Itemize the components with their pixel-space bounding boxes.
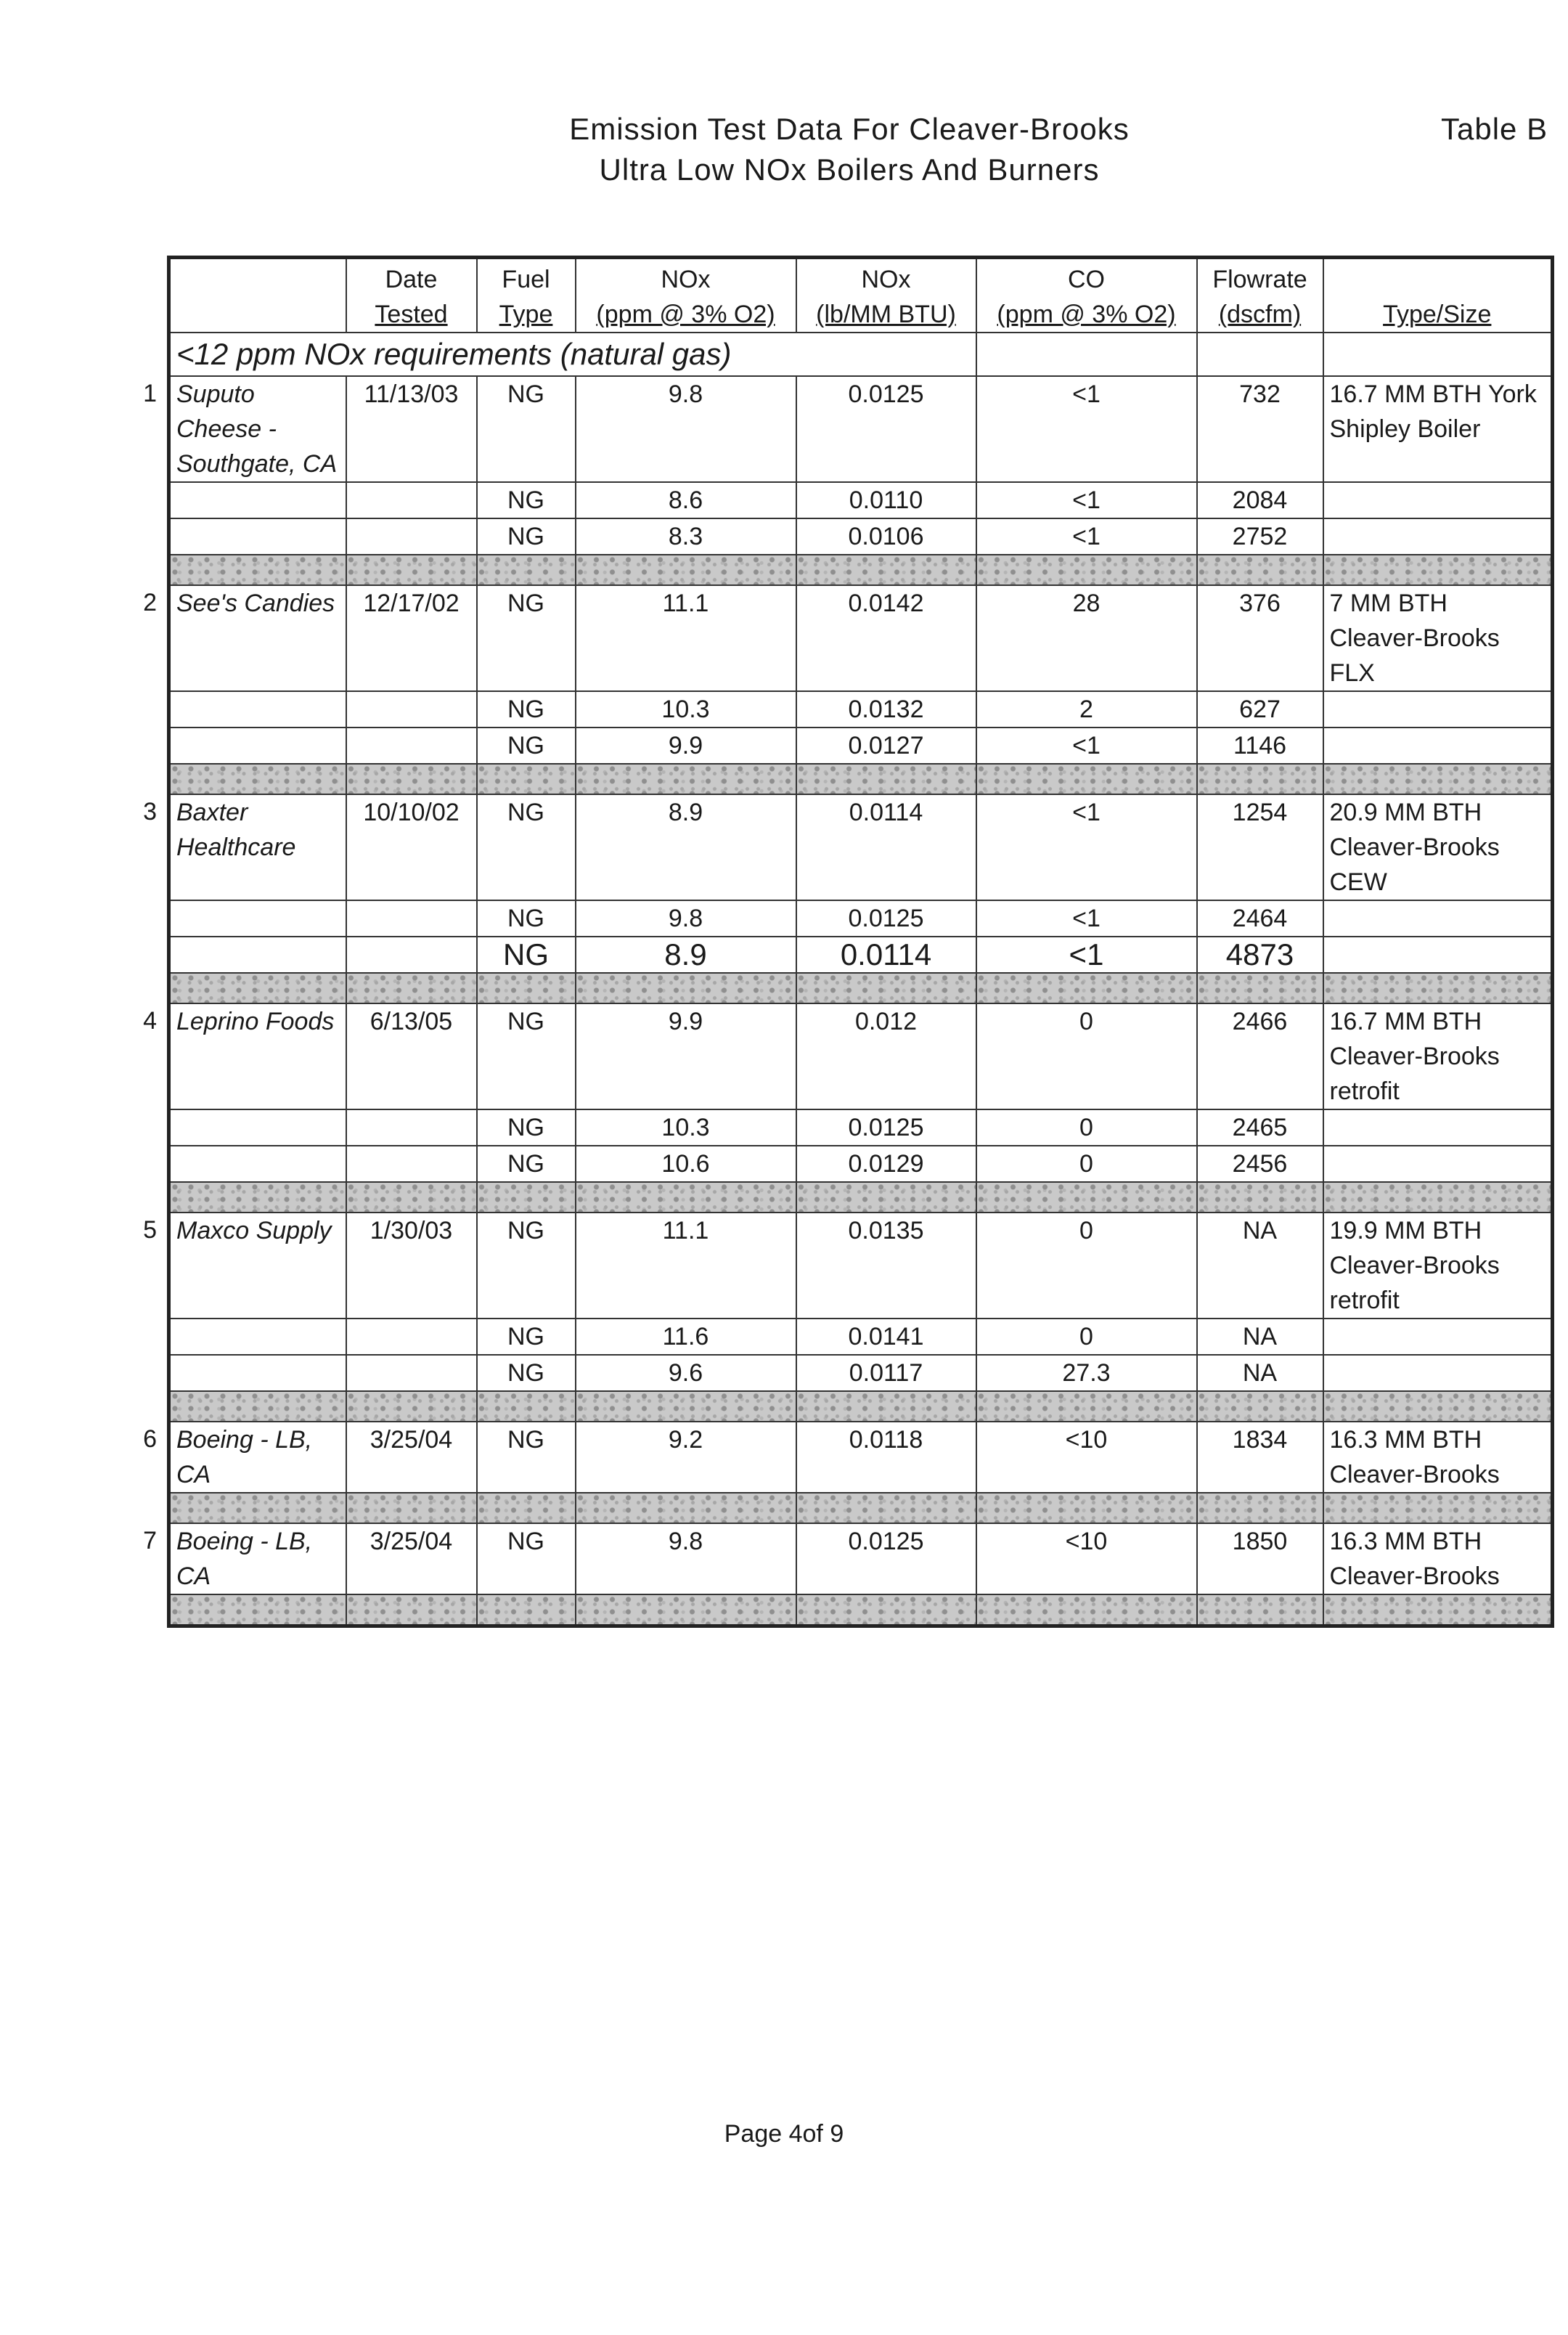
separator-cell <box>346 1391 477 1422</box>
nox-lb: 0.0118 <box>796 1422 976 1493</box>
nox-lb: 0.0114 <box>796 937 976 973</box>
co-ppm: 2 <box>976 691 1197 728</box>
separator-cell <box>1197 973 1323 1003</box>
empty-cell <box>169 1146 346 1182</box>
company-name: Baxter Healthcare <box>169 794 346 900</box>
document-title <box>407 109 1292 190</box>
flowrate: NA <box>1197 1213 1323 1319</box>
flowrate: 1146 <box>1197 728 1323 764</box>
co-ppm: <1 <box>976 794 1197 900</box>
nox-lb: 0.0129 <box>796 1146 976 1182</box>
test-row <box>169 482 1553 518</box>
date-tested: 12/17/02 <box>346 585 477 691</box>
separator-cell <box>976 1594 1197 1626</box>
company-name: Suputo Cheese - Southgate, CA <box>169 376 346 482</box>
separator-cell <box>976 973 1197 1003</box>
co-ppm: <1 <box>976 728 1197 764</box>
separator-cell <box>796 973 976 1003</box>
empty-cell <box>169 1355 346 1391</box>
separator-cell <box>346 1182 477 1213</box>
header-cell-type-size: Type/Size <box>1323 258 1553 333</box>
flowrate: 1834 <box>1197 1422 1323 1493</box>
empty-cell <box>1323 728 1553 764</box>
header-cell-flowrate: Flowrate (dscfm) <box>1197 258 1323 333</box>
separator-cell <box>1197 764 1323 794</box>
entry-row <box>169 1213 1553 1319</box>
separator-cell <box>169 1391 346 1422</box>
entry-number: 2 <box>143 589 157 616</box>
separator-row <box>169 1182 1553 1213</box>
fuel-type: NG <box>477 794 576 900</box>
separator-cell <box>346 1493 477 1523</box>
date-tested: 1/30/03 <box>346 1213 477 1319</box>
page-number: Page 4of 9 <box>724 2120 844 2148</box>
nox-lb: 0.0117 <box>796 1355 976 1391</box>
nox-lb: 0.0142 <box>796 585 976 691</box>
separator-cell <box>576 1182 796 1213</box>
nox-lb: 0.0135 <box>796 1213 976 1319</box>
flowrate: 1850 <box>1197 1523 1323 1594</box>
separator-cell <box>796 1182 976 1213</box>
separator-cell <box>1323 973 1553 1003</box>
empty-cell <box>169 691 346 728</box>
separator-cell <box>976 1391 1197 1422</box>
co-ppm: 0 <box>976 1109 1197 1146</box>
type-size: 7 MM BTH Cleaver-Brooks FLX <box>1323 585 1553 691</box>
nox-ppm: 8.9 <box>576 794 796 900</box>
nox-ppm: 8.3 <box>576 518 796 555</box>
entry-number: 1 <box>143 380 157 407</box>
nox-ppm: 11.1 <box>576 1213 796 1319</box>
nox-ppm: 9.8 <box>576 1523 796 1594</box>
entry-number: 6 <box>143 1425 157 1453</box>
separator-cell <box>976 764 1197 794</box>
nox-ppm: 10.3 <box>576 691 796 728</box>
fuel-type: NG <box>477 937 576 973</box>
separator-cell <box>477 1391 576 1422</box>
separator-cell <box>1323 764 1553 794</box>
nox-lb: 0.0127 <box>796 728 976 764</box>
nox-ppm: 9.2 <box>576 1422 796 1493</box>
fuel-type: NG <box>477 1355 576 1391</box>
flowrate: 2464 <box>1197 900 1323 937</box>
header-cell-fuel: Fuel Type <box>477 258 576 333</box>
nox-ppm: 8.6 <box>576 482 796 518</box>
flowrate: NA <box>1197 1319 1323 1355</box>
type-size: 19.9 MM BTH Cleaver-Brooks retrofit <box>1323 1213 1553 1319</box>
test-row <box>169 1355 1553 1391</box>
nox-lb: 0.0132 <box>796 691 976 728</box>
separator-row <box>169 764 1553 794</box>
entry-row <box>169 1523 1553 1594</box>
flowrate: 627 <box>1197 691 1323 728</box>
entry-row <box>169 376 1553 482</box>
separator-cell <box>1323 1493 1553 1523</box>
separator-cell <box>796 1594 976 1626</box>
entry-row <box>169 585 1553 691</box>
nox-lb: 0.0114 <box>796 794 976 900</box>
separator-cell <box>1323 1594 1553 1626</box>
nox-ppm: 9.6 <box>576 1355 796 1391</box>
separator-cell <box>796 1391 976 1422</box>
empty-cell <box>346 1319 477 1355</box>
co-ppm: 27.3 <box>976 1355 1197 1391</box>
empty-cell <box>346 1109 477 1146</box>
separator-cell <box>1197 1391 1323 1422</box>
empty-cell <box>346 1355 477 1391</box>
separator-cell <box>1323 555 1553 585</box>
separator-cell <box>976 555 1197 585</box>
empty-cell <box>346 900 477 937</box>
separator-cell <box>169 764 346 794</box>
empty-cell <box>1323 691 1553 728</box>
section-heading-row <box>169 333 1553 376</box>
separator-cell <box>576 764 796 794</box>
empty-cell <box>169 1319 346 1355</box>
empty-cell <box>169 518 346 555</box>
nox-ppm: 11.1 <box>576 585 796 691</box>
test-row <box>169 1319 1553 1355</box>
company-name: Boeing - LB, CA <box>169 1523 346 1594</box>
entry-row <box>169 1422 1553 1493</box>
separator-row <box>169 1391 1553 1422</box>
fuel-type: NG <box>477 1523 576 1594</box>
empty-cell <box>1323 1146 1553 1182</box>
flowrate: 2084 <box>1197 482 1323 518</box>
fuel-type: NG <box>477 1319 576 1355</box>
co-ppm: 0 <box>976 1213 1197 1319</box>
empty-cell <box>1323 1355 1553 1391</box>
separator-cell <box>346 555 477 585</box>
company-name: Leprino Foods <box>169 1003 346 1109</box>
separator-cell <box>169 1182 346 1213</box>
empty-cell <box>346 1146 477 1182</box>
separator-row <box>169 1594 1553 1626</box>
entry-row <box>169 1003 1553 1109</box>
co-ppm: <1 <box>976 376 1197 482</box>
nox-ppm: 9.8 <box>576 376 796 482</box>
separator-row <box>169 1493 1553 1523</box>
date-tested: 3/25/04 <box>346 1523 477 1594</box>
type-size: 16.7 MM BTH York Shipley Boiler <box>1323 376 1553 482</box>
separator-cell <box>1323 1391 1553 1422</box>
header-row <box>169 258 1553 333</box>
fuel-type: NG <box>477 1146 576 1182</box>
co-ppm: 0 <box>976 1319 1197 1355</box>
test-row <box>169 937 1553 973</box>
separator-cell <box>346 1594 477 1626</box>
separator-cell <box>576 1493 796 1523</box>
co-ppm: <1 <box>976 482 1197 518</box>
separator-cell <box>346 764 477 794</box>
separator-cell <box>796 555 976 585</box>
header-cell-nox-ppm: NOx (ppm @ 3% O2) <box>576 258 796 333</box>
entry-number: 4 <box>143 1007 157 1035</box>
flowrate: 732 <box>1197 376 1323 482</box>
test-row <box>169 518 1553 555</box>
date-tested: 11/13/03 <box>346 376 477 482</box>
type-size: 16.3 MM BTH Cleaver-Brooks <box>1323 1523 1553 1594</box>
entry-row <box>169 794 1553 900</box>
separator-cell <box>169 1594 346 1626</box>
nox-lb: 0.012 <box>796 1003 976 1109</box>
co-ppm: <1 <box>976 900 1197 937</box>
separator-cell <box>1197 1594 1323 1626</box>
empty-cell <box>169 1109 346 1146</box>
empty-cell <box>1323 1109 1553 1146</box>
empty-cell <box>169 482 346 518</box>
separator-cell <box>477 555 576 585</box>
separator-cell <box>346 973 477 1003</box>
co-ppm: <1 <box>976 518 1197 555</box>
header-cell-nox-lb: NOx (lb/MM BTU) <box>796 258 976 333</box>
date-tested: 10/10/02 <box>346 794 477 900</box>
fuel-type: NG <box>477 900 576 937</box>
co-ppm: 28 <box>976 585 1197 691</box>
test-row <box>169 691 1553 728</box>
header-cell-company <box>169 258 346 333</box>
emission-data-table <box>167 256 1554 1628</box>
separator-cell <box>976 1182 1197 1213</box>
fuel-type: NG <box>477 518 576 555</box>
type-size: 20.9 MM BTH Cleaver-Brooks CEW <box>1323 794 1553 900</box>
empty-cell <box>169 937 346 973</box>
title-line-2: Ultra Low NOx Boilers And Burners <box>599 152 1100 187</box>
flowrate: 2752 <box>1197 518 1323 555</box>
nox-lb: 0.0141 <box>796 1319 976 1355</box>
table-label: Table B <box>1441 112 1548 146</box>
fuel-type: NG <box>477 1422 576 1493</box>
empty-cell <box>1323 937 1553 973</box>
entry-number: 3 <box>143 798 157 826</box>
separator-cell <box>169 555 346 585</box>
section-heading: <12 ppm NOx requirements (natural gas) <box>169 333 976 376</box>
company-name: Maxco Supply <box>169 1213 346 1319</box>
fuel-type: NG <box>477 376 576 482</box>
separator-cell <box>477 973 576 1003</box>
separator-cell <box>796 764 976 794</box>
test-row <box>169 1146 1553 1182</box>
separator-cell <box>477 1594 576 1626</box>
separator-cell <box>796 1493 976 1523</box>
date-tested: 3/25/04 <box>346 1422 477 1493</box>
nox-lb: 0.0125 <box>796 376 976 482</box>
fuel-type: NG <box>477 1109 576 1146</box>
empty-cell <box>1323 900 1553 937</box>
entry-number: 7 <box>143 1527 157 1554</box>
separator-cell <box>169 973 346 1003</box>
separator-cell <box>976 1493 1197 1523</box>
entry-number: 5 <box>143 1216 157 1244</box>
emission-table-wrapper <box>167 256 1554 1628</box>
nox-ppm: 9.9 <box>576 728 796 764</box>
company-name: Boeing - LB, CA <box>169 1422 346 1493</box>
nox-lb: 0.0125 <box>796 1523 976 1594</box>
type-size: 16.3 MM BTH Cleaver-Brooks <box>1323 1422 1553 1493</box>
test-row <box>169 728 1553 764</box>
empty-cell <box>1323 1319 1553 1355</box>
fuel-type: NG <box>477 482 576 518</box>
fuel-type: NG <box>477 1213 576 1319</box>
flowrate: NA <box>1197 1355 1323 1391</box>
nox-lb: 0.0125 <box>796 1109 976 1146</box>
co-ppm: <10 <box>976 1523 1197 1594</box>
flowrate: 376 <box>1197 585 1323 691</box>
fuel-type: NG <box>477 585 576 691</box>
fuel-type: NG <box>477 691 576 728</box>
co-ppm: <10 <box>976 1422 1197 1493</box>
nox-ppm: 9.9 <box>576 1003 796 1109</box>
separator-cell <box>1197 1182 1323 1213</box>
test-row <box>169 1109 1553 1146</box>
header-cell-date: Date Tested <box>346 258 477 333</box>
empty-cell <box>169 728 346 764</box>
separator-cell <box>1323 1182 1553 1213</box>
separator-cell <box>1197 1493 1323 1523</box>
separator-cell <box>1197 555 1323 585</box>
empty-cell <box>346 482 477 518</box>
flowrate: 2465 <box>1197 1109 1323 1146</box>
empty-cell <box>169 900 346 937</box>
empty-cell <box>346 691 477 728</box>
nox-ppm: 8.9 <box>576 937 796 973</box>
separator-cell <box>576 973 796 1003</box>
nox-lb: 0.0106 <box>796 518 976 555</box>
separator-cell <box>169 1493 346 1523</box>
fuel-type: NG <box>477 1003 576 1109</box>
flowrate: 1254 <box>1197 794 1323 900</box>
nox-lb: 0.0110 <box>796 482 976 518</box>
flowrate: 2456 <box>1197 1146 1323 1182</box>
separator-cell <box>477 1182 576 1213</box>
separator-row <box>169 555 1553 585</box>
flowrate: 4873 <box>1197 937 1323 973</box>
separator-cell <box>477 1493 576 1523</box>
date-tested: 6/13/05 <box>346 1003 477 1109</box>
company-name: See's Candies <box>169 585 346 691</box>
nox-ppm: 10.3 <box>576 1109 796 1146</box>
separator-cell <box>576 1391 796 1422</box>
co-ppm: <1 <box>976 937 1197 973</box>
empty-cell <box>1323 518 1553 555</box>
test-row <box>169 900 1553 937</box>
nox-ppm: 9.8 <box>576 900 796 937</box>
separator-cell <box>576 1594 796 1626</box>
title-line-1: Emission Test Data For Cleaver-Brooks <box>569 112 1130 146</box>
empty-cell <box>346 728 477 764</box>
empty-cell <box>346 518 477 555</box>
header-cell-co: CO (ppm @ 3% O2) <box>976 258 1197 333</box>
co-ppm: 0 <box>976 1146 1197 1182</box>
flowrate: 2466 <box>1197 1003 1323 1109</box>
type-size: 16.7 MM BTH Cleaver-Brooks retrofit <box>1323 1003 1553 1109</box>
nox-ppm: 11.6 <box>576 1319 796 1355</box>
nox-lb: 0.0125 <box>796 900 976 937</box>
separator-cell <box>576 555 796 585</box>
separator-row <box>169 973 1553 1003</box>
separator-cell <box>477 764 576 794</box>
nox-ppm: 10.6 <box>576 1146 796 1182</box>
co-ppm: 0 <box>976 1003 1197 1109</box>
empty-cell <box>1323 482 1553 518</box>
fuel-type: NG <box>477 728 576 764</box>
empty-cell <box>346 937 477 973</box>
